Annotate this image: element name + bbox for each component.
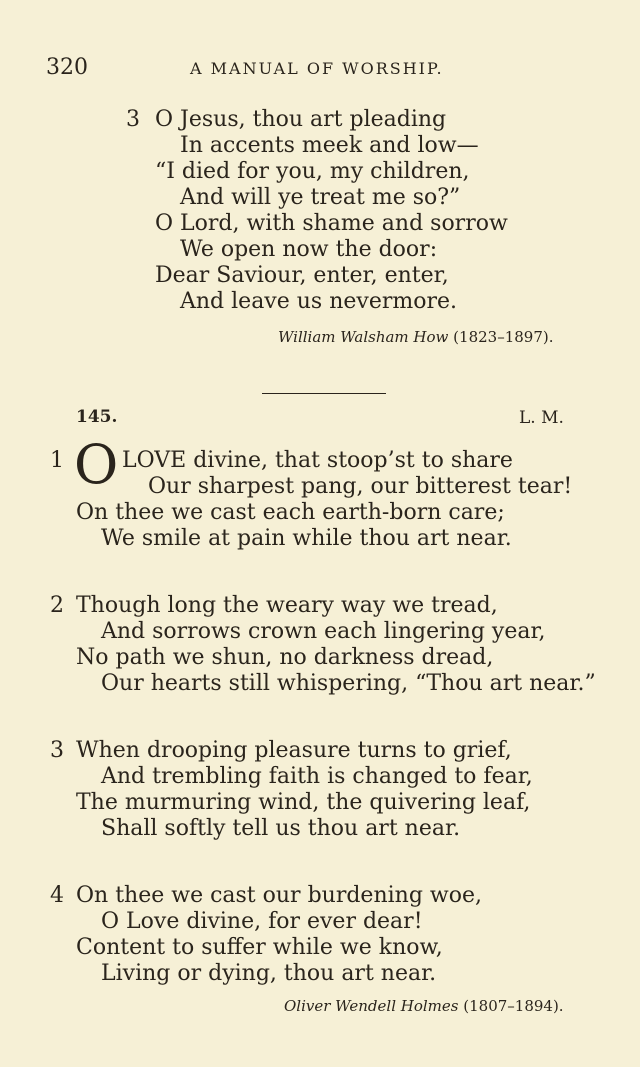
page-number: 320 xyxy=(46,55,88,80)
verse-line: Our hearts still whispering, “Thou art near.” xyxy=(101,671,596,696)
verse-line: We smile at pain while thou art near. xyxy=(101,526,512,551)
verse-line: And sorrows crown each lingering year, xyxy=(101,619,546,644)
verse-line: When drooping pleasure turns to grief, xyxy=(76,738,512,763)
verse-line: O Love divine, for ever dear! xyxy=(101,909,423,934)
stanza-number: 4 xyxy=(50,883,64,908)
author-dates: (1823–1897). xyxy=(453,328,554,346)
attribution xyxy=(284,997,564,1015)
author-name: Oliver Wendell Holmes xyxy=(284,997,459,1015)
verse-line: And will ye treat me so?” xyxy=(180,185,461,210)
author-name: William Walsham How xyxy=(278,328,449,346)
stanza-number: 2 xyxy=(50,593,64,618)
verse-line: In accents meek and low— xyxy=(180,133,479,158)
verse-line: “I died for you, my children, xyxy=(155,159,470,184)
verse-line: On thee we cast each earth-born care; xyxy=(76,500,505,525)
hymn-number: 145. xyxy=(76,407,118,427)
stanza-number: 3 xyxy=(50,738,64,763)
verse-line: We open now the door: xyxy=(180,237,438,262)
running-title: A MANUAL OF WORSHIP. xyxy=(190,59,444,78)
verse-line: Living or dying, thou art near. xyxy=(101,961,437,986)
verse-line: The murmuring wind, the quivering leaf, xyxy=(76,790,531,815)
attribution xyxy=(278,328,554,346)
author-dates: (1807–1894). xyxy=(463,997,564,1015)
verse-line: Our sharpest pang, our bitterest tear! xyxy=(148,474,573,499)
verse-line: Content to suffer while we know, xyxy=(76,935,443,960)
verse-line: Dear Saviour, enter, enter, xyxy=(155,263,449,288)
verse-line: O Jesus, thou art pleading xyxy=(155,107,447,132)
stanza-number: 1 xyxy=(50,448,64,473)
verse-line: Though long the weary way we tread, xyxy=(76,593,498,618)
verse-line: And leave us nevermore. xyxy=(180,289,457,314)
verse-line: Shall softly tell us thou art near. xyxy=(101,816,461,841)
verse-line: O Lord, with shame and sorrow xyxy=(155,211,508,236)
section-divider xyxy=(262,393,386,394)
verse-line: And trembling faith is changed to fear, xyxy=(101,764,533,789)
drop-cap: O xyxy=(74,433,119,496)
verse-line: On thee we cast our burdening woe, xyxy=(76,883,482,908)
stanza-number: 3 xyxy=(126,107,140,132)
verse-line: LOVE divine, that stoop’st to share xyxy=(122,448,513,473)
hymn-meter: L. M. xyxy=(519,408,564,428)
verse-line: No path we shun, no darkness dread, xyxy=(76,645,494,670)
